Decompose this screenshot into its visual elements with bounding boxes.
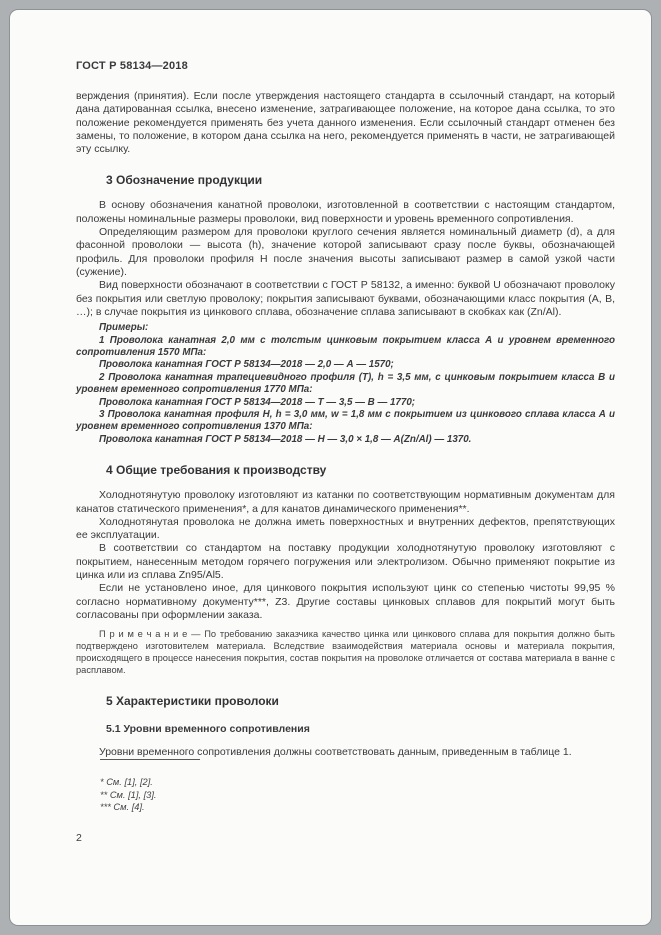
example-3-description: 3 Проволока канатная профиля Н, h = 3,0 мм, w = 1,8 мм с покрытием из цинкового сплава класса А и уровнем временного сопротивления 1370 МПа: bbox=[76, 409, 615, 433]
footnote-1: * См. [1], [2]. bbox=[100, 777, 153, 788]
section-3-paragraph-2: Определяющим размером для проволоки круглого сечения является номинальный диаметр (d), а для фасонной проволоки — высота (h), значение которой записывают сразу после буквы, обозначающей профиль. Для проволоки профиля Н после значения высоты записывают размер в самой узкой части (сужение). bbox=[76, 226, 615, 278]
page-content bbox=[10, 10, 651, 844]
example-1-designation: Проволока канатная ГОСТ Р 58134—2018 — 2,0 — А — 1570; bbox=[99, 359, 394, 371]
examples-label: Примеры: bbox=[99, 322, 149, 334]
footnote-divider bbox=[100, 759, 200, 760]
section-5-paragraph-1: Уровни временного сопротивления должны соответствовать данным, приведенным в таблице 1. bbox=[99, 745, 572, 758]
standard-designation: ГОСТ Р 58134—2018 bbox=[76, 60, 188, 72]
examples-block bbox=[76, 322, 615, 446]
section-3-paragraph-1: В основу обозначения канатной проволоки, изготовленной в соответствии с настоящим стандартом, положены номинальные размеры проволоки, вид поверхности и уровень временного сопротивления. bbox=[76, 199, 615, 225]
section-4-note: П р и м е ч а н и е — По требованию заказчика качество цинка или цинкового сплава для покрытия должно быть подтверждено изготовителем материала. Вследствие взаимодействия материала основы и материала покрытия, происходящего в процессе нанесения покрытия, состав покрытия на проволоке отличается от состава материала в ванне с расплавом. bbox=[76, 629, 615, 675]
section-5-title: 5 Характеристики проволоки bbox=[106, 693, 279, 708]
page-number: 2 bbox=[76, 831, 82, 844]
footnote-3: *** См. [4]. bbox=[100, 802, 145, 813]
example-3-designation: Проволока канатная ГОСТ Р 58134—2018 — Н — 3,0 × 1,8 — А(Zn/Al) — 1370. bbox=[99, 433, 472, 445]
intro-continuation-paragraph: верждения (принятия). Если после утверждения настоящего стандарта в ссылочный стандарт, на который дана датированная ссылка, внесено изменение, затрагивающее положение, на которое дана ссылка, то это положение рекомендуется применять без учета данного изменения. Если ссылочный стандарт отменен без замены, то положение, в котором дана ссылка на него, рекомендуется применять в части, не затрагивающей эту ссылку. bbox=[76, 90, 615, 156]
section-3-title: 3 Обозначение продукции bbox=[106, 173, 263, 188]
section-4-paragraph-2: Холоднотянутая проволока не должна иметь поверхностных и внутренних дефектов, препятствующих ее эксплуатации. bbox=[76, 515, 615, 542]
document-page bbox=[9, 9, 652, 926]
example-1-description: 1 Проволока канатная 2,0 мм с толстым цинковым покрытием класса А и уровнем временного сопротивления 1570 МПа: bbox=[76, 334, 615, 358]
section-4-paragraph-3: В соответствии со стандартом на поставку продукции холоднотянутую проволоку изготовляют с покрытием, нанесенным методом горячего погружения или электролизом. Обычно применяют покрытие из цинка или из сплава Zn95/Al5. bbox=[76, 542, 615, 581]
example-2-description: 2 Проволока канатная трапециевидного профиля (Т), h = 3,5 мм, с цинковым покрытием класса В и уровнем временного сопротивления 1770 МПа: bbox=[76, 371, 615, 396]
section-4-paragraph-1: Холоднотянутую проволоку изготовляют из катанки по соответствующим нормативным документам для канатов статического применения*, а для канатов динамического применения**. bbox=[76, 489, 615, 515]
section-4-title: 4 Общие требования к производству bbox=[106, 463, 327, 478]
section-3-paragraph-3: Вид поверхности обозначают в соответствии с ГОСТ Р 58132, а именно: буквой U обозначают проволоку без покрытия или светлую проволоку; покрытия записывают буквами, обозначающими класс покрытия (А, В, …); в случае покрытия из цинкового сплава, обозначение сплава записывают в скобках как (Zn/Al). bbox=[76, 279, 615, 318]
footnotes-block bbox=[100, 776, 615, 814]
section-4-paragraph-4: Если не установлено иное, для цинкового покрытия используют цинк со степенью чистоты 99,95 % согласно нормативному документу***, Z3. Другие составы цинковых сплавов для покрытий могут быть согласованы при оформлении заказа. bbox=[76, 582, 615, 621]
example-2-designation: Проволока канатная ГОСТ Р 58134—2018 — Т — 3,5 — В — 1770; bbox=[99, 396, 416, 408]
footnote-2: ** См. [1], [3]. bbox=[100, 789, 157, 800]
section-5-1-title: 5.1 Уровни временного сопротивления bbox=[106, 722, 310, 735]
